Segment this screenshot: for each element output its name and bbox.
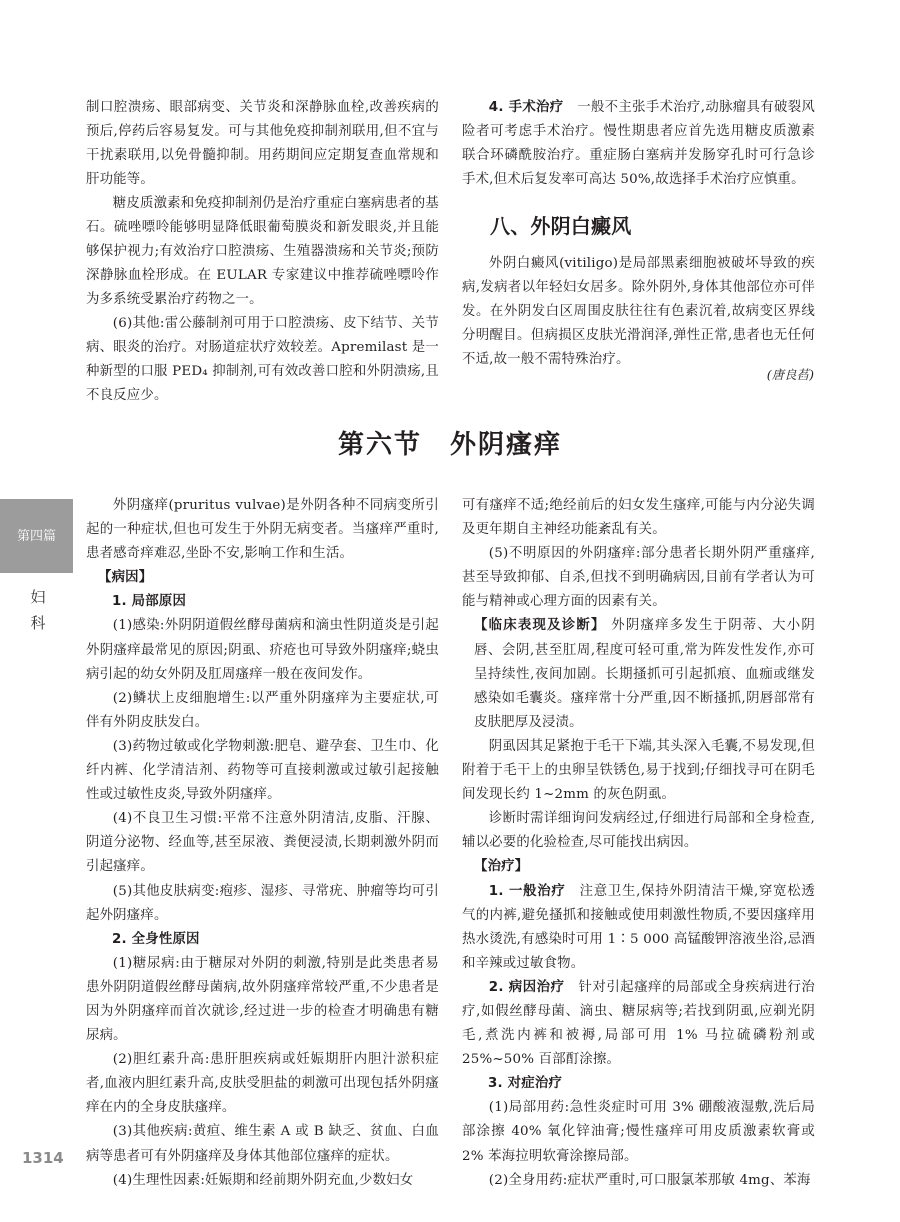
paragraph: 糖皮质激素和免疫抑制剂仍是治疗重症白塞病患者的基石。硫唑嘌呤能够明显降低眼葡萄膜炎和新发眼炎,并且能够保护视力;有效治疗口腔溃疡、生殖器溃疡和关节炎;预防深静脉血栓形成。在 EULAR 专家建议中推荐硫唑嘌呤作为多系统受累治疗药物之一。 bbox=[86, 196, 439, 307]
paragraph: (1)糖尿病:由于糖尿对外阴的刺激,特别是此类患者易患外阴阴道假丝酵母菌病,故外阴瘙痒常较严重,不少患者是因为外阴瘙痒而首次就诊,经过进一步的检查才明确患有糖尿病。 bbox=[86, 955, 439, 1044]
paragraph-intro: 外阴瘙痒(pruritus vulvae)是外阴各种不同病变所引起的一种症状,但也可发生于外阴无病变者。当瘙痒严重时,患者感奇痒难忍,坐卧不安,影响工作和生活。 bbox=[86, 498, 439, 562]
page-number: 1314 bbox=[22, 1149, 64, 1167]
local-causes-heading: 1. 局部原因 bbox=[112, 594, 187, 610]
paragraph: (5)其他皮肤病变:疱疹、湿疹、寻常疣、肿瘤等均可引起外阴瘙痒。 bbox=[86, 883, 439, 923]
paragraph: 制口腔溃疡、眼部病变、关节炎和深静脉血栓,改善疾病的预后,停药后容易复发。可与其他免疫抑制剂联用,但不宜与干扰素联用,以免骨髓抑制。用药期间应定期复查血常规和肝功能等。 bbox=[86, 100, 439, 187]
general-treatment-label: 1. 一般治疗 bbox=[488, 883, 566, 899]
bottom-right-column bbox=[462, 494, 815, 1193]
paragraph: 诊断时需详细询问发病经过,仔细进行局部和全身检查,辅以必要的化验检查,尽可能找出病因。 bbox=[462, 811, 815, 851]
paragraph: (4)不良卫生习惯:平常不注意外阴清洁,皮脂、汗腺、阴道分泌物、经血等,甚至尿液、粪便浸渍,长期刺激外阴而引起瘙痒。 bbox=[86, 811, 439, 875]
paragraph: (4)生理性因素:妊娠期和经前期外阴充血,少数妇女 bbox=[112, 1172, 414, 1188]
paragraph: (2)胆红素升高:患肝胆疾病或妊娠期肝内胆汁淤积症者,血液内胆红素升高,皮肤受胆盐的刺激可出现包括外阴瘙痒在内的全身皮肤瘙痒。 bbox=[86, 1052, 439, 1116]
paragraph: 外阴白癜风(vitiligo)是局部黑素细胞被破坏导致的疾病,发病者以年轻妇女居多。除外阴外,身体其他部位亦可伴发。在外阴发白区周围皮肤往往有色素沉着,故病变区界线分明醒目。但病损区皮肤光滑润泽,弹性正常,患者也无任何不适,故一般不需特殊治疗。 bbox=[462, 256, 815, 367]
paragraph: (2)全身用药:症状严重时,可口服氯苯那敏 4mg、苯海 bbox=[488, 1172, 811, 1188]
paragraph: (6)其他:雷公藤制剂可用于口腔溃疡、皮下结节、关节病、眼炎的治疗。对肠道症状疗效较差。Apremilast 是一种新型的口服 PED₄ 抑制剂,可有效改善口腔和外阴溃疡,且不良反应少。 bbox=[86, 316, 439, 403]
subject-label bbox=[28, 584, 48, 636]
paragraph: (3)其他疾病:黄疸、维生素 A 或 B 缺乏、贫血、白血病等患者可有外阴瘙痒及身体其他部位瘙痒的症状。 bbox=[86, 1124, 439, 1164]
paragraph: (2)鳞状上皮细胞增生:以严重外阴瘙痒为主要症状,可伴有外阴皮肤发白。 bbox=[86, 690, 439, 730]
paragraph-surgery bbox=[462, 96, 815, 192]
section-8-heading: 八、外阴白癜风 bbox=[490, 214, 632, 238]
etiology-treatment-label: 2. 病因治疗 bbox=[488, 979, 565, 995]
paragraph-clinical bbox=[462, 614, 815, 734]
treatment-heading: 【治疗】 bbox=[474, 859, 529, 875]
part-label: 第四篇 bbox=[16, 528, 56, 544]
surgery-label: 4. 手术治疗 bbox=[488, 100, 564, 115]
general-treatment-text: 注意卫生,保持外阴清洁干燥,穿宽松透气的内裤,避免搔抓和接触或使用刺激性物质,不要因瘙痒用热水烫洗,有感染时可用 1∶5 000 高锰酸钾溶液坐浴,忌酒和辛辣或过敏食物。 bbox=[462, 883, 815, 971]
paragraph: (1)感染:外阴阴道假丝酵母菌病和滴虫性阴道炎是引起外阴瘙痒最常见的原因;阴虱、疥疮也可导致外阴瘙痒;蛲虫病引起的幼女外阴及肛周瘙痒一般在夜间发作。 bbox=[86, 618, 439, 682]
systemic-causes-heading: 2. 全身性原因 bbox=[112, 931, 200, 947]
paragraph-general-treatment bbox=[462, 880, 815, 976]
symptom-treatment-heading: 3. 对症治疗 bbox=[488, 1076, 563, 1092]
surgery-text: 一般不主张手术治疗,动脉瘤具有破裂风险者可考虑手术治疗。慢性期患者应首先选用糖皮质激素联合环磷酰胺治疗。重症肠白塞病并发肠穿孔时可行急诊手术,但术后复发率可高达 50%,故选择手术治疗应慎重。 bbox=[462, 100, 816, 187]
subject-char: 科 bbox=[30, 614, 46, 632]
top-left-column bbox=[86, 96, 439, 408]
author-signature: (唐良萏) bbox=[766, 367, 814, 382]
cause-heading: 【病因】 bbox=[98, 570, 153, 586]
clinical-heading: 【临床表现及诊断】 bbox=[474, 618, 606, 634]
paragraph: 阴虱因其足紧抱于毛干下端,其头深入毛囊,不易发现,但附着于毛干上的虫卵呈铁锈色,易于找到;仔细找寻可在阴毛间发现长约 1~2mm 的灰色阴虱。 bbox=[462, 738, 815, 803]
subject-char: 妇 bbox=[30, 588, 46, 606]
paragraph: (3)药物过敏或化学物刺激:肥皂、避孕套、卫生巾、化纤内裤、化学清洁剂、药物等可直接刺激或过敏引起接触性或过敏性皮炎,导致外阴瘙痒。 bbox=[86, 738, 439, 803]
paragraph-etiology-treatment bbox=[462, 976, 815, 1072]
part-tab bbox=[0, 499, 73, 573]
paragraph: (5)不明原因的外阴瘙痒:部分患者长期外阴严重瘙痒,甚至导致抑郁、自杀,但找不到明确病因,目前有学者认为可能与精神或心理方面的因素有关。 bbox=[462, 546, 815, 610]
clinical-text: 外阴瘙痒多发生于阴蒂、大小阴唇、会阴,甚至肛周,程度可轻可重,常为阵发性发作,亦可呈持续性,夜间加剧。长期搔抓可引起抓痕、血痂或继发感染如毛囊炎。瘙痒常十分严重,因不断搔抓,阴唇部常有皮肤肥厚及浸渍。 bbox=[474, 618, 815, 730]
paragraph: (1)局部用药:急性炎症时可用 3% 硼酸液湿敷,洗后局部涂擦 40% 氧化锌油膏;慢性瘙痒可用皮质激素软膏或 2% 苯海拉明软膏涂擦局部。 bbox=[462, 1100, 815, 1164]
top-right-column bbox=[462, 96, 815, 372]
etiology-treatment-text: 针对引起瘙痒的局部或全身疾病进行治疗,如假丝酵母菌、滴虫、糖尿病等;若找到阴虱,应剃光阴毛,煮洗内裤和被褥,局部可用 1% 马拉硫磷粉剂或 25%~50% 百部酊涂擦。 bbox=[462, 979, 816, 1068]
section-title: 第六节 外阴瘙痒 bbox=[337, 430, 562, 460]
paragraph-continued: 可有瘙痒不适;绝经前后的妇女发生瘙痒,可能与内分泌失调及更年期自主神经功能紊乱有关。 bbox=[462, 498, 815, 538]
bottom-left-column bbox=[86, 494, 439, 1193]
